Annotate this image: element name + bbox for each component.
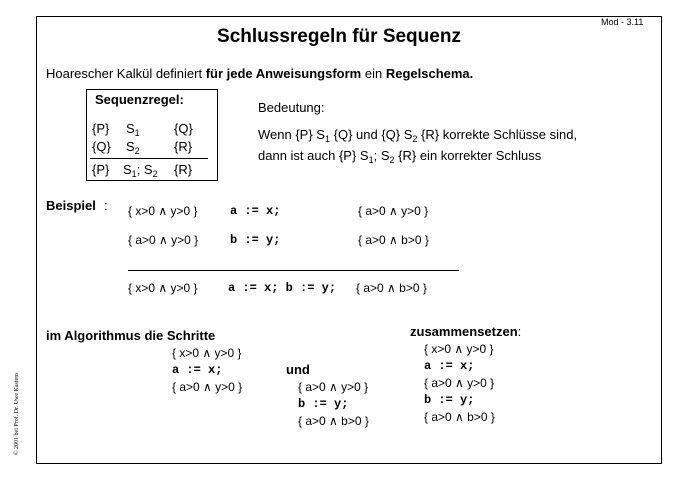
rule-heading: Sequenzregel: (95, 92, 184, 107)
meaning-label: Bedeutung: (258, 100, 325, 115)
example-label: Beispiel (46, 198, 96, 213)
algorithm-step1-stmt: a := x; (172, 363, 223, 377)
compose-line-5: { a>0 ∧ b>0 } (424, 410, 495, 424)
meaning-line2: dann ist auch {P} $S_1$; $S_2$ {R} ein korrekter Schluss (258, 148, 542, 165)
rule-row3-pre: {P} (92, 162, 110, 177)
rule-row2-pre: {Q} (92, 139, 111, 154)
slide-id: Mod - 3.11 (601, 17, 644, 27)
meaning-line1: Wenn {P} $S_1$ {Q} und {Q} $S_2$ {R} korrekte Schlüsse sind, (258, 127, 578, 144)
algorithm-step2-stmt: b := y; (298, 397, 349, 411)
algorithm-step1-pre: { x>0 ∧ y>0 } (172, 346, 242, 360)
compose-line-2: a := x; (424, 359, 475, 373)
compose-line-1: { x>0 ∧ y>0 } (424, 342, 494, 356)
rule-row3-stmt: $S_1$; $S_2$ (123, 162, 158, 179)
example-row1-stmt: a := x; (230, 204, 281, 218)
rule-row1-stmt: $S_1$ (126, 121, 140, 138)
algorithm-heading: im Algorithmus die Schritte (46, 328, 216, 343)
example-row2-stmt: b := y; (230, 233, 281, 247)
algorithm-step2-pre: { a>0 ∧ y>0 } (298, 380, 369, 394)
example-row1-post: { a>0 ∧ y>0 } (358, 204, 429, 218)
example-conclusion-pre: { x>0 ∧ y>0 } (128, 281, 198, 295)
example-conclusion-stmt: a := x; b := y; (228, 281, 337, 295)
rule-row1-pre: {P} (92, 121, 110, 136)
compose-heading: zusammensetzen: (410, 324, 522, 339)
intro-text: Hoarescher Kalkül definiert für jede Anweisungsform ein Regelschema. (46, 66, 474, 81)
rule-row2-stmt: $S_2$ (126, 139, 140, 156)
und-label: und (286, 362, 310, 377)
compose-line-3: { a>0 ∧ y>0 } (424, 376, 495, 390)
page-title: Schlussregeln für Sequenz (217, 26, 461, 47)
rule-inference-line (90, 158, 208, 159)
algorithm-step1-post: { a>0 ∧ y>0 } (172, 380, 243, 394)
rule-row2-post: {R} (174, 139, 193, 154)
example-inference-line (128, 270, 459, 271)
rule-row1-post: {Q} (174, 121, 193, 136)
rule-row3-post: {R} (174, 162, 193, 177)
example-label-colon: : (104, 198, 108, 213)
compose-line-4: b := y; (424, 393, 475, 407)
example-row1-pre: { x>0 ∧ y>0 } (128, 204, 198, 218)
example-conclusion-post: { a>0 ∧ b>0 } (356, 281, 427, 295)
algorithm-step2-post: { a>0 ∧ b>0 } (298, 414, 369, 428)
example-row2-pre: { a>0 ∧ y>0 } (128, 233, 199, 247)
copyright-notice: © 2001 bei Prof. Dr. Uwe Kastens (14, 372, 20, 455)
example-row2-post: { a>0 ∧ b>0 } (358, 233, 429, 247)
